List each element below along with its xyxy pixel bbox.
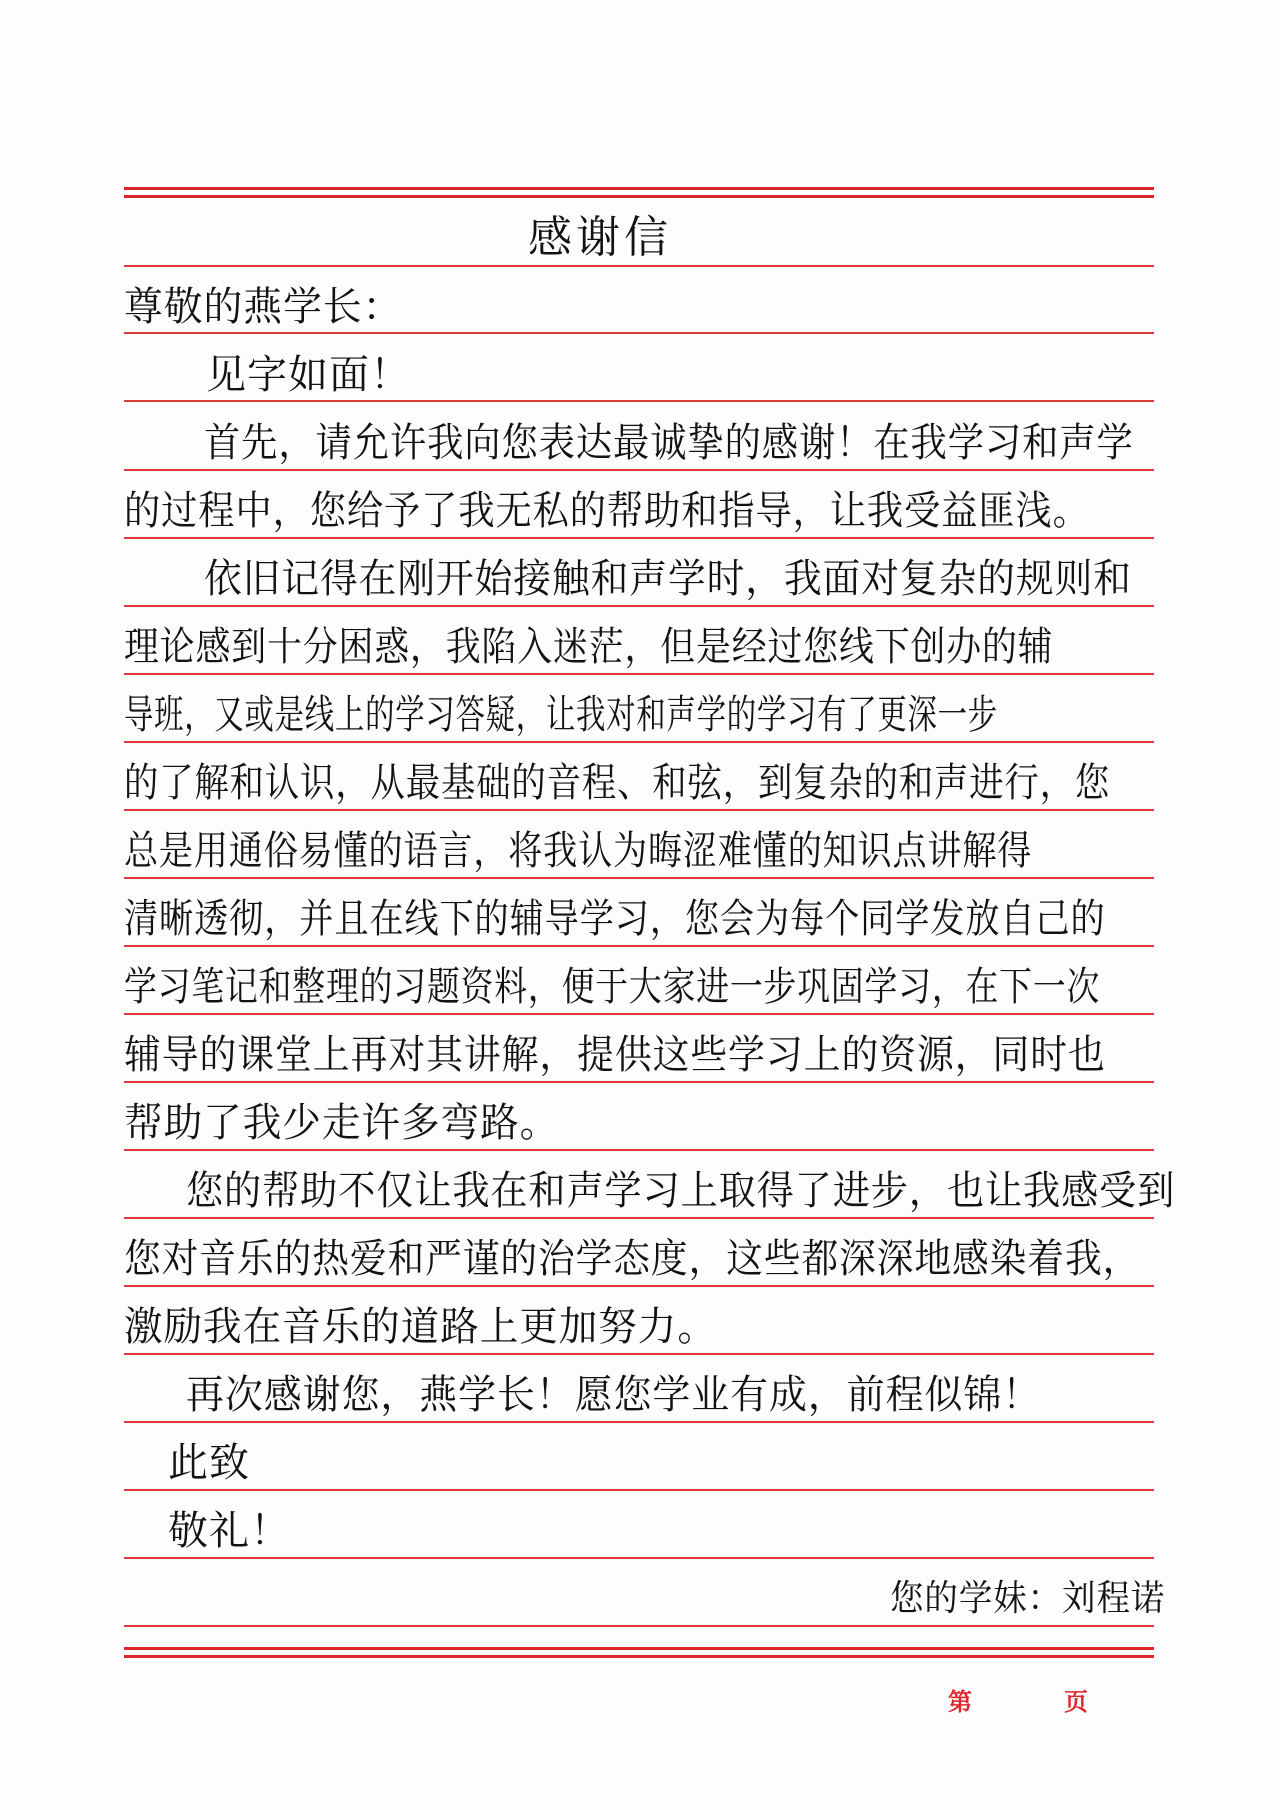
- body-line: 学习笔记和整理的习题资料，便于大家进一步巩固学习，在下一次: [124, 964, 1101, 1010]
- ruled-line: [124, 1421, 1154, 1423]
- ruled-line: [124, 1285, 1154, 1287]
- body-line: 导班，又或是线上的学习答疑，让我对和声学的学习有了更深一步: [124, 692, 998, 738]
- body-line: 您的帮助不仅让我在和声学习上取得了进步，也让我感受到: [186, 1168, 1176, 1214]
- ruled-line: [124, 469, 1154, 471]
- ruled-line: [124, 1489, 1154, 1491]
- salutation: 尊敬的燕学长：: [124, 284, 403, 330]
- body-line: 辅导的课堂上再对其讲解，提供这些学习上的资源，同时也: [124, 1032, 1106, 1078]
- body-line: 清晰透彻，并且在线下的辅导学习，您会为每个同学发放自己的: [124, 896, 1106, 942]
- ruled-line: [124, 400, 1154, 402]
- ruled-line: [124, 605, 1154, 607]
- page-label-ye: 页: [1064, 1687, 1088, 1716]
- ruled-line: [124, 877, 1154, 879]
- body-line: 再次感谢您，燕学长！愿您学业有成，前程似锦！: [186, 1372, 1042, 1418]
- body-line: 首先，请允许我向您表达最诚挚的感谢！在我学习和声学: [204, 420, 1134, 466]
- signature: 您的学妹：刘程诺: [890, 1578, 1166, 1619]
- ruled-line: [124, 537, 1154, 539]
- body-line: 的过程中，您给予了我无私的帮助和指导，让我受益匪浅。: [124, 488, 1090, 534]
- body-line: 激励我在音乐的道路上更加努力。: [124, 1304, 717, 1350]
- top-double-rule: [124, 187, 1154, 199]
- ruled-line: [124, 741, 1154, 743]
- ruled-line: [124, 1353, 1154, 1355]
- body-line: 理论感到十分困惑，我陷入迷茫，但是经过您线下创办的辅: [124, 624, 1054, 670]
- ruled-line: [124, 265, 1154, 267]
- page-label-di: 第: [948, 1687, 972, 1716]
- body-line: 依旧记得在刚开始接触和声学时，我面对复杂的规则和: [204, 556, 1132, 602]
- ruled-line: [124, 945, 1154, 947]
- ruled-line: [124, 1625, 1154, 1627]
- ruled-line: [124, 809, 1154, 811]
- ruled-line: [124, 1217, 1154, 1219]
- ruled-line: [124, 1013, 1154, 1015]
- ruled-line: [124, 332, 1154, 334]
- ruled-line: [124, 673, 1154, 675]
- closing-jing-li: 敬礼！: [168, 1508, 291, 1554]
- ruled-line: [124, 1081, 1154, 1083]
- body-line: 您对音乐的热爱和严谨的治学态度，这些都深深地感染着我，: [124, 1236, 1141, 1282]
- ruled-line: [124, 1557, 1154, 1559]
- body-line: 总是用通俗易懂的语言，将我认为晦涩难懂的知识点讲解得: [124, 828, 1033, 874]
- body-line: 帮助了我少走许多弯路。: [124, 1100, 560, 1146]
- ruled-line: [124, 1149, 1154, 1151]
- letter-title: 感谢信: [528, 212, 672, 263]
- bottom-double-rule: [124, 1647, 1154, 1659]
- closing-ci-zhi: 此致: [168, 1440, 250, 1486]
- body-line: 的了解和认识，从最基础的音程、和弦，到复杂的和声进行，您: [124, 760, 1111, 806]
- greeting: 见字如面！: [206, 352, 411, 398]
